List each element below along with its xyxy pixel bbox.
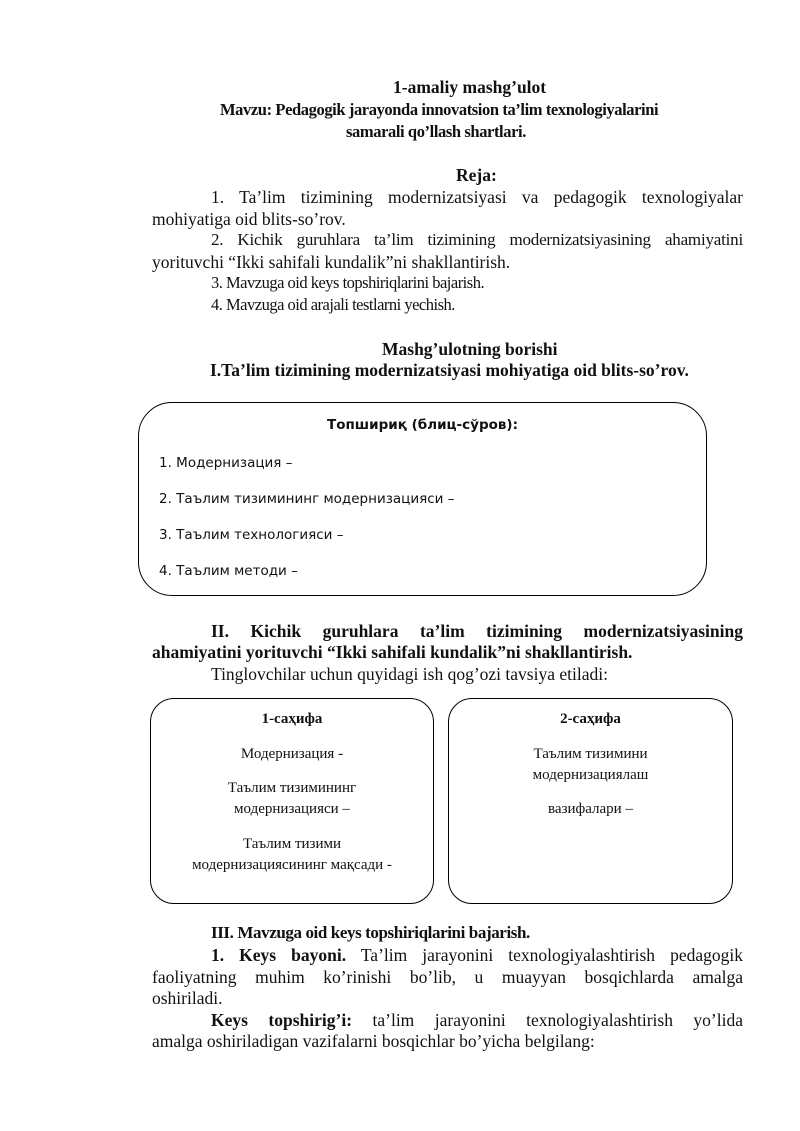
case-text-1: Ta’lim jarayonini texnologiyalashtirish pedagogik (346, 945, 743, 965)
section-2-heading-line-2: ahamiyatini yorituvchi “Ikki sahifali kundalik”ni shakllantirish. (152, 642, 633, 662)
blitz-item-3: 3. Таълим технологияси – (159, 527, 344, 543)
blitz-task-box (138, 402, 707, 596)
practice-title: 1-amaliy mashg’ulot (393, 77, 547, 97)
diary-page-1-entry-3-line-1: Таълим тизими (242, 836, 341, 852)
course-heading: Mashg’ulotning borishi (382, 339, 558, 359)
diary-page-1-box (150, 698, 434, 904)
diary-page-2-entry-line-3: вазифалари – (548, 801, 633, 817)
case-statement-line-1 (211, 944, 743, 966)
blitz-item-2: 2. Таълим тизимининг модернизацияси – (159, 491, 455, 507)
blitz-item-1: 1. Модернизация – (159, 455, 293, 471)
diary-page-2-box (448, 698, 733, 904)
diary-page-2-title: 2-саҳифа (560, 711, 621, 727)
blitz-item-4: 4. Таълим методи – (159, 563, 298, 579)
section-2-intro: Tinglovchilar uchun quyidagi ish qog’ozi tavsiya etiladi: (211, 664, 608, 684)
plan-heading: Reja: (456, 165, 497, 185)
section-3-heading: III. Mavzuga oid keys topshiriqlarini bajarish. (211, 923, 530, 942)
case-statement-line-2: faoliyatning muhim ko’rinishi bo’lib, u muayyan bosqichlarda amalga (152, 967, 743, 987)
diary-page-1-entry-2-line-1: Таълим тизимининг (227, 780, 357, 796)
plan-item-1-line-2: mohiyatiga oid blits-so’rov. (152, 209, 346, 229)
task-text-1: ta’lim jarayonini texnologiyalashtirish yo’lida (352, 1010, 743, 1030)
section-2-heading-line-1: II. Kichik guruhlara ta’lim tizimining modernizatsiyasining (211, 621, 743, 641)
case-statement-line-3: oshiriladi. (152, 988, 223, 1008)
diary-page-1-entry-3-line-2: модернизациясининг мақсади - (192, 857, 392, 873)
diary-page-1-entry-1: Модернизация - (240, 746, 344, 762)
plan-item-3: 3. Mavzuga oid keys topshiriqlarini bajarish. (211, 273, 485, 292)
case-task-line-2: amalga oshiriladigan vazifalarni bosqichlar bo’yicha belgilang: (152, 1031, 595, 1051)
plan-item-4: 4. Mavzuga oid arajali testlarni yechish. (211, 295, 455, 314)
topic-line-1: Mavzu: Pedagogik jarayonda innovatsion ta’lim texnologiyalarini (220, 100, 659, 119)
plan-item-2-line-2: yorituvchi “Ikki sahifali kundalik”ni shakllantirish. (152, 252, 511, 272)
case-label: 1. Keys bayoni. (211, 945, 347, 965)
topic-line-2: samarali qo’llash shartlari. (346, 122, 526, 141)
diary-page-1-entry-2-line-2: модернизацияси – (234, 801, 350, 817)
case-task-line-1 (211, 1009, 743, 1031)
task-label: Keys topshirig’i: (211, 1010, 353, 1030)
blitz-task-title: Топшириқ (блиц-сўров): (327, 417, 518, 433)
plan-item-2-line-1: 2. Kichik guruhlara ta’lim tizimining modernizatsiyasining ahamiyatini (211, 230, 743, 249)
section-1-heading: I.Ta’lim tizimining modernizatsiyasi mohiyatiga oid blits-so’rov. (210, 360, 689, 380)
plan-item-1-line-1: 1. Ta’lim tizimining modernizatsiyasi va pedagogik texnologiyalar (211, 187, 743, 207)
diary-page-2-entry-line-1: Таълим тизимини (533, 746, 648, 762)
diary-page-1-title: 1-саҳифа (261, 711, 323, 727)
diary-page-2-entry-line-2: модернизациялаш (532, 767, 649, 783)
